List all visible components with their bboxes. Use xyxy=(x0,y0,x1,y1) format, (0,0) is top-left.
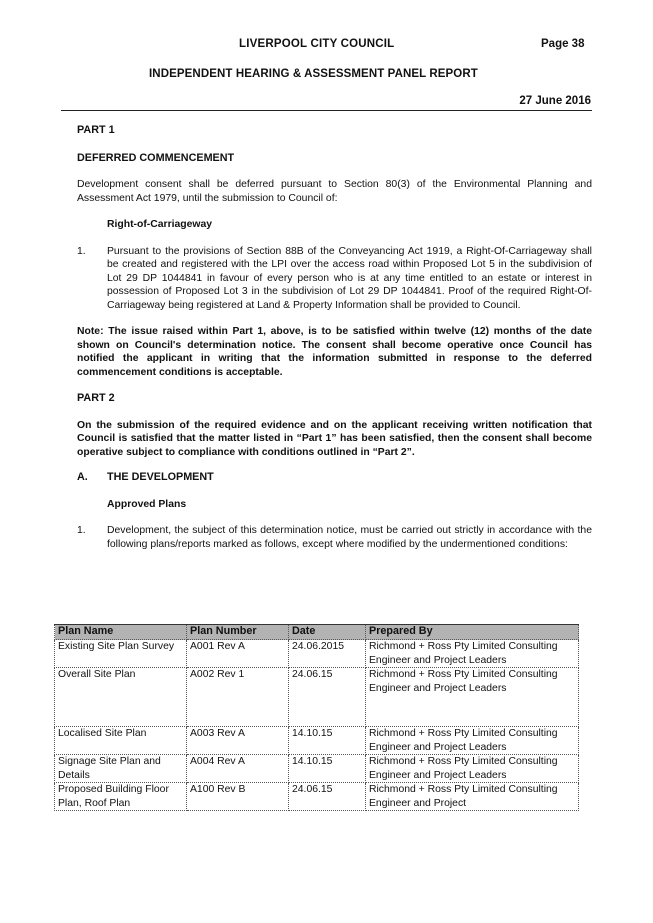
item-text: Pursuant to the provisions of Section 88B of the Conveyancing Act 1919, a Right-Of-Carriageway shall be created and registered with the LPI over the access road within Proposed Lot 5 in the subdivision of Lot 29 DP 1044841 in favour of every person who is at any time entitled to an estate or interest in possession of Proposed Lot 3 in the subdivision of Lot 29 DP 1044841. Proof of the required Right-Of-Carriageway being registered at Land & Property Information shall be provided to Council. xyxy=(107,245,592,311)
approved-plans-table xyxy=(54,624,579,811)
section-heading xyxy=(77,471,592,485)
cell-prepared-by: Richmond + Ross Pty Limited Consulting Engineer and Project xyxy=(366,783,579,811)
council-name: LIVERPOOL CITY COUNCIL xyxy=(239,38,395,50)
cell-plan-name: Overall Site Plan xyxy=(55,668,187,727)
cell-plan-name: Proposed Building Floor Plan, Roof Plan xyxy=(55,783,187,811)
section-title: THE DEVELOPMENT xyxy=(107,471,214,483)
cell-plan-name: Existing Site Plan Survey xyxy=(55,640,187,668)
cell-plan-name: Signage Site Plan and Details xyxy=(55,755,187,783)
report-title: INDEPENDENT HEARING & ASSESSMENT PANEL REPORT xyxy=(149,68,478,80)
col-header-plan-name: Plan Name xyxy=(55,625,187,640)
header-divider xyxy=(61,110,592,111)
table-row xyxy=(55,727,579,755)
report-date: 27 June 2016 xyxy=(519,95,591,107)
col-header-plan-number: Plan Number xyxy=(187,625,289,640)
part1-title: PART 1 xyxy=(77,124,115,136)
cell-date: 14.10.15 xyxy=(289,755,366,783)
part1-subtitle: DEFERRED COMMENCEMENT xyxy=(77,151,235,164)
cell-date: 24.06.15 xyxy=(289,668,366,727)
part1-subheading: Right-of-Carriageway xyxy=(107,219,213,230)
cell-plan-number: A001 Rev A xyxy=(187,640,289,668)
table-row xyxy=(55,783,579,811)
cell-prepared-by: Richmond + Ross Pty Limited Consulting Engineer and Project Leaders xyxy=(366,755,579,783)
cell-plan-number: A002 Rev 1 xyxy=(187,668,289,727)
part2-condition-item xyxy=(77,524,592,551)
item-number: 1. xyxy=(77,245,86,257)
page-number: Page 38 xyxy=(541,38,585,50)
document-body xyxy=(77,124,592,551)
part1-condition-item xyxy=(77,245,592,313)
part1-note: Note: The issue raised within Part 1, above, is to be satisfied within twelve (12) months of the date shown on Council's determination notice. The consent shall become operative once Council has notified the applicant in writing that the information submitted in response to the deferred commencement conditions is acceptable. xyxy=(77,326,592,378)
cell-plan-number: A003 Rev A xyxy=(187,727,289,755)
col-header-prepared-by: Prepared By xyxy=(366,625,579,640)
part2-title: PART 2 xyxy=(77,392,115,404)
cell-prepared-by: Richmond + Ross Pty Limited Consulting Engineer and Project Leaders xyxy=(366,727,579,755)
item-number: 1. xyxy=(77,525,86,536)
part1-intro: Development consent shall be deferred pursuant to Section 80(3) of the Environmental Planning and Assessment Act 1979, until the submission to Council of: xyxy=(77,179,592,204)
table-row xyxy=(55,640,579,668)
table-header-row xyxy=(55,625,579,640)
cell-date: 24.06.2015 xyxy=(289,640,366,668)
cell-date: 14.10.15 xyxy=(289,727,366,755)
cell-plan-number: A100 Rev B xyxy=(187,783,289,811)
table-row xyxy=(55,755,579,783)
cell-plan-name: Localised Site Plan xyxy=(55,727,187,755)
part2-statement: On the submission of the required evidence and on the applicant receiving written notification that Council is satisfied that the matter listed in “Part 1” has been satisfied, then the consent shall become operative subject to compliance with conditions outlined in “Part 2”. xyxy=(77,419,592,458)
section-letter: A. xyxy=(77,471,88,483)
item-text: Development, the subject of this determination notice, must be carried out strictly in accordance with the following plans/reports marked as follows, except where modified by the undermentioned conditions: xyxy=(107,525,592,550)
cell-prepared-by: Richmond + Ross Pty Limited Consulting Engineer and Project Leaders xyxy=(366,668,579,727)
cell-plan-number: A004 Rev A xyxy=(187,755,289,783)
cell-prepared-by: Richmond + Ross Pty Limited Consulting Engineer and Project Leaders xyxy=(366,640,579,668)
table-row xyxy=(55,668,579,727)
cell-date: 24.06.15 xyxy=(289,783,366,811)
col-header-date: Date xyxy=(289,625,366,640)
part2-subheading: Approved Plans xyxy=(107,498,187,510)
